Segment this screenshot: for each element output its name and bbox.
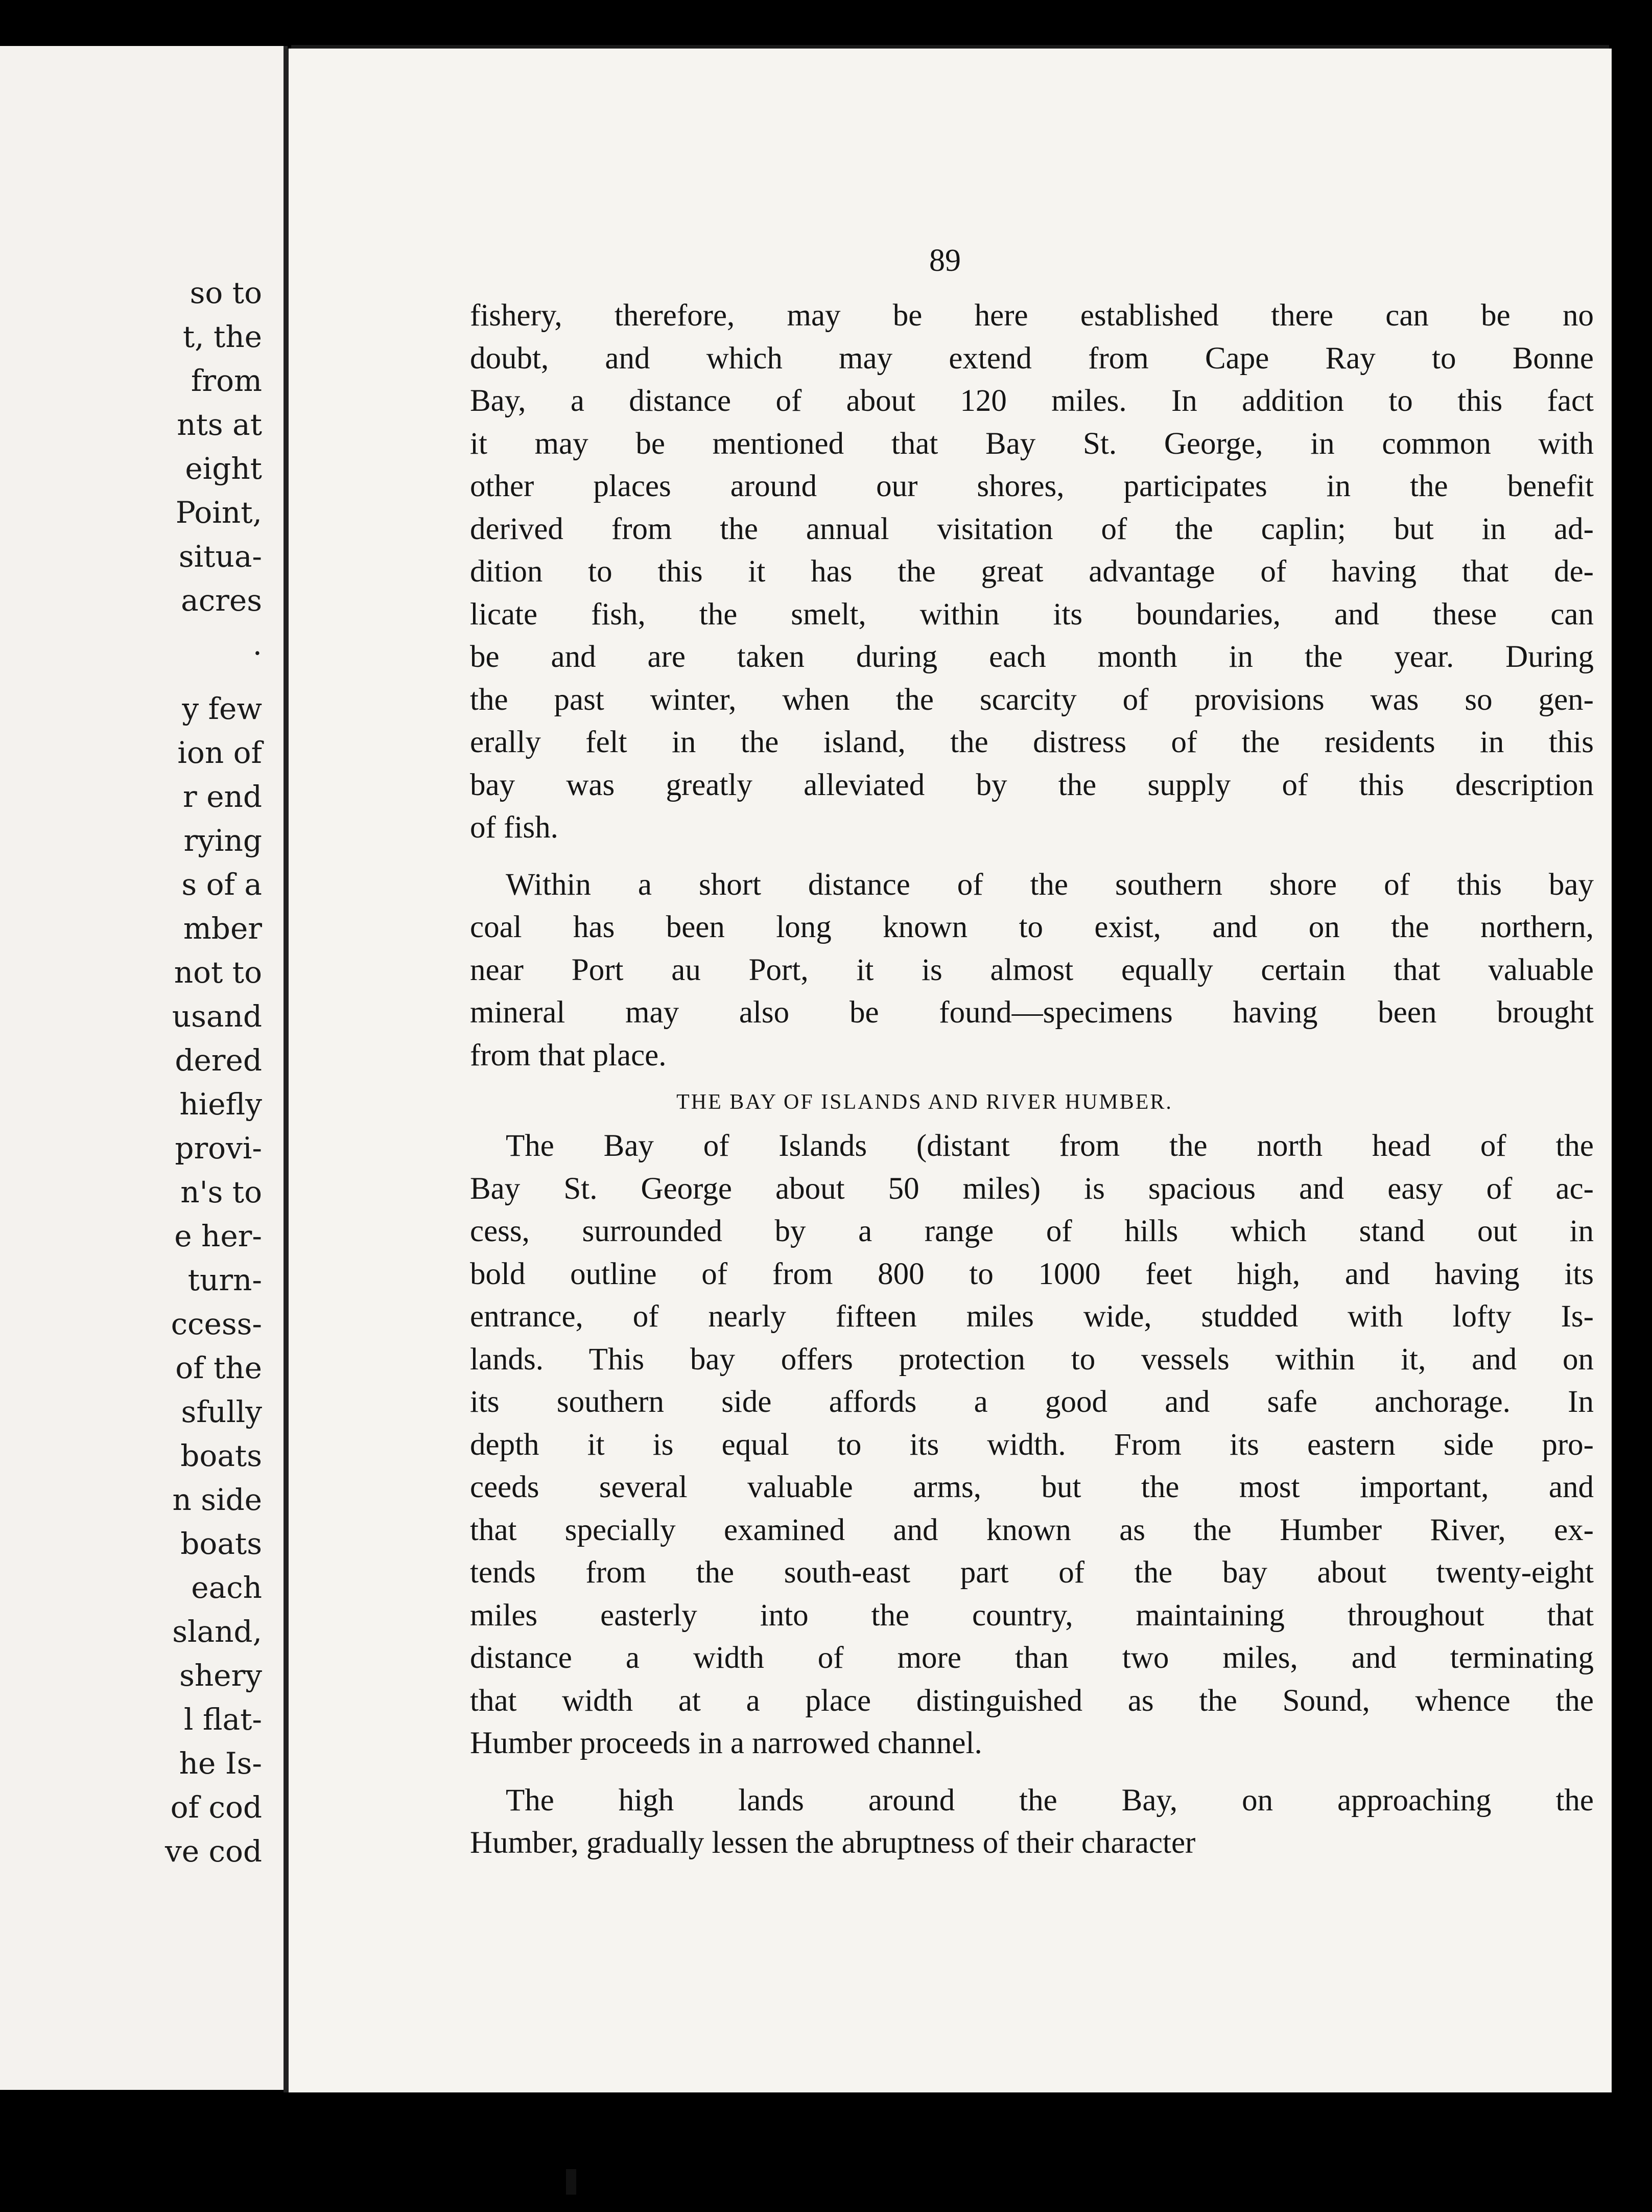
left-fragment-line: ve cod: [164, 1834, 262, 1869]
left-fragment-line: provi-: [175, 1131, 262, 1166]
text-line: depth it is equal to its width. From its eastern side pro-: [470, 1427, 1594, 1462]
text-line: fishery, therefore, may be here established there can be no: [470, 298, 1594, 333]
left-fragment-line: dered: [175, 1043, 262, 1078]
paragraph: [470, 1779, 1594, 1865]
text-line: the past winter, when the scarcity of provisions was so gen-: [470, 682, 1594, 717]
text-line: near Port au Port, it is almost equally certain that valuable: [470, 952, 1594, 987]
left-fragment-line: boats: [180, 1438, 262, 1473]
left-fragment-line: boats: [180, 1526, 262, 1561]
left-fragment-line: situa-: [178, 539, 262, 574]
left-fragment-line: n's to: [180, 1175, 262, 1209]
text-line: from that place.: [470, 1038, 667, 1073]
left-fragment-line: not to: [174, 955, 262, 990]
text-line: that width at a place distinguished as the Sound, whence the: [470, 1683, 1594, 1718]
right-page: [284, 49, 1612, 2092]
text-line: bold outline of from 800 to 1000 feet high, and having its: [470, 1256, 1594, 1291]
body-text: [470, 294, 1594, 1865]
left-fragment-line: l flat-: [183, 1702, 262, 1737]
paragraph: [470, 864, 1594, 1077]
left-fragment-line: eight: [185, 451, 262, 486]
text-line: doubt, and which may extend from Cape Ray to Bonne: [470, 341, 1594, 376]
text-line: Humber proceeds in a narrowed channel.: [470, 1726, 982, 1760]
text-line: The Bay of Islands (distant from the north head of the: [506, 1129, 1594, 1163]
left-page-text-fragments: [0, 271, 262, 1873]
left-fragment-line: r end: [183, 779, 262, 814]
text-line: be and are taken during each month in the year. During: [470, 640, 1594, 674]
page-body: [470, 243, 1594, 1865]
left-fragment-line: n side: [172, 1482, 262, 1517]
left-fragment-line: nts at: [177, 407, 262, 442]
section-heading: THE BAY OF ISLANDS AND RIVER HUMBER.: [676, 1090, 1173, 1114]
left-fragment-line: y few: [182, 691, 262, 726]
text-line: Bay St. George about 50 miles) is spacious and easy of ac-: [470, 1171, 1594, 1206]
text-line: Humber, gradually lessen the abruptness of their character: [470, 1826, 1196, 1860]
left-fragment-line: of the: [175, 1351, 262, 1385]
left-fragment-line: s of a: [181, 867, 262, 902]
left-fragment-line: rying: [183, 823, 262, 858]
left-fragment-line: from: [191, 363, 262, 398]
left-fragment-line: shery: [179, 1658, 262, 1693]
left-fragment-line: sland,: [172, 1614, 262, 1649]
left-fragment-line: hiefly: [179, 1087, 262, 1122]
text-line: tends from the south-east part of the bay about twenty-eight: [470, 1555, 1594, 1590]
text-line: of fish.: [470, 810, 558, 845]
text-line: miles easterly into the country, maintaining throughout that: [470, 1598, 1594, 1633]
text-line: mineral may also be found—specimens having been brought: [470, 995, 1594, 1030]
left-fragment-line: e her-: [174, 1219, 262, 1253]
text-line: it may be mentioned that Bay St. George, in common with: [470, 426, 1594, 461]
left-fragment-line: .: [252, 627, 262, 662]
paragraph: [470, 294, 1594, 849]
text-line: dition to this it has the great advantage of having that de-: [470, 554, 1594, 589]
left-fragment-line: Point,: [175, 495, 262, 530]
left-fragment-line: he Is-: [179, 1746, 262, 1781]
left-fragment-line: turn-: [187, 1263, 262, 1297]
text-line: coal has been long known to exist, and on the northern,: [470, 910, 1594, 944]
left-fragment-line: acres: [181, 583, 262, 618]
text-line: other places around our shores, participates in the benefit: [470, 469, 1594, 503]
left-fragment-line: mber: [183, 911, 262, 946]
text-line: licate fish, the smelt, within its boundaries, and these can: [470, 597, 1594, 632]
fragment-gap: [0, 666, 262, 687]
text-line: bay was greatly alleviated by the supply of this description: [470, 767, 1594, 802]
left-fragment-line: each: [191, 1570, 262, 1605]
paragraph-gap: [470, 1765, 1594, 1779]
text-line: distance a width of more than two miles, and terminating: [470, 1641, 1594, 1675]
text-line: derived from the annual visitation of the caplin; but in ad-: [470, 511, 1594, 546]
left-fragment-line: ccess-: [171, 1307, 262, 1341]
text-line: The high lands around the Bay, on approaching the: [506, 1783, 1594, 1818]
left-fragment-line: ion of: [177, 735, 262, 770]
left-fragment-line: of cod: [170, 1790, 262, 1825]
left-fragment-line: usand: [172, 999, 262, 1034]
text-line: Bay, a distance of about 120 miles. In addition to this fact: [470, 384, 1594, 418]
left-fragment-line: so to: [190, 275, 262, 310]
scan-artifact-mark: [566, 2169, 576, 2195]
text-line: entrance, of nearly fifteen miles wide, studded with lofty Is-: [470, 1299, 1594, 1334]
paragraph-gap: [470, 849, 1594, 864]
text-line: cess, surrounded by a range of hills which stand out in: [470, 1214, 1594, 1248]
page-number: 89: [929, 243, 961, 278]
text-line: that specially examined and known as the Humber River, ex-: [470, 1512, 1594, 1547]
left-facing-page: [0, 46, 288, 2090]
text-line: Within a short distance of the southern shore of this bay: [506, 867, 1594, 902]
text-line: its southern side affords a good and safe anchorage. In: [470, 1385, 1594, 1419]
text-line: lands. This bay offers protection to vessels within it, and on: [470, 1342, 1594, 1377]
left-fragment-line: sfully: [181, 1394, 262, 1429]
paragraph: [470, 1125, 1594, 1765]
text-line: ceeds several valuable arms, but the most important, and: [470, 1470, 1594, 1504]
left-fragment-line: t, the: [182, 319, 262, 354]
text-line: erally felt in the island, the distress of the residents in this: [470, 725, 1594, 759]
